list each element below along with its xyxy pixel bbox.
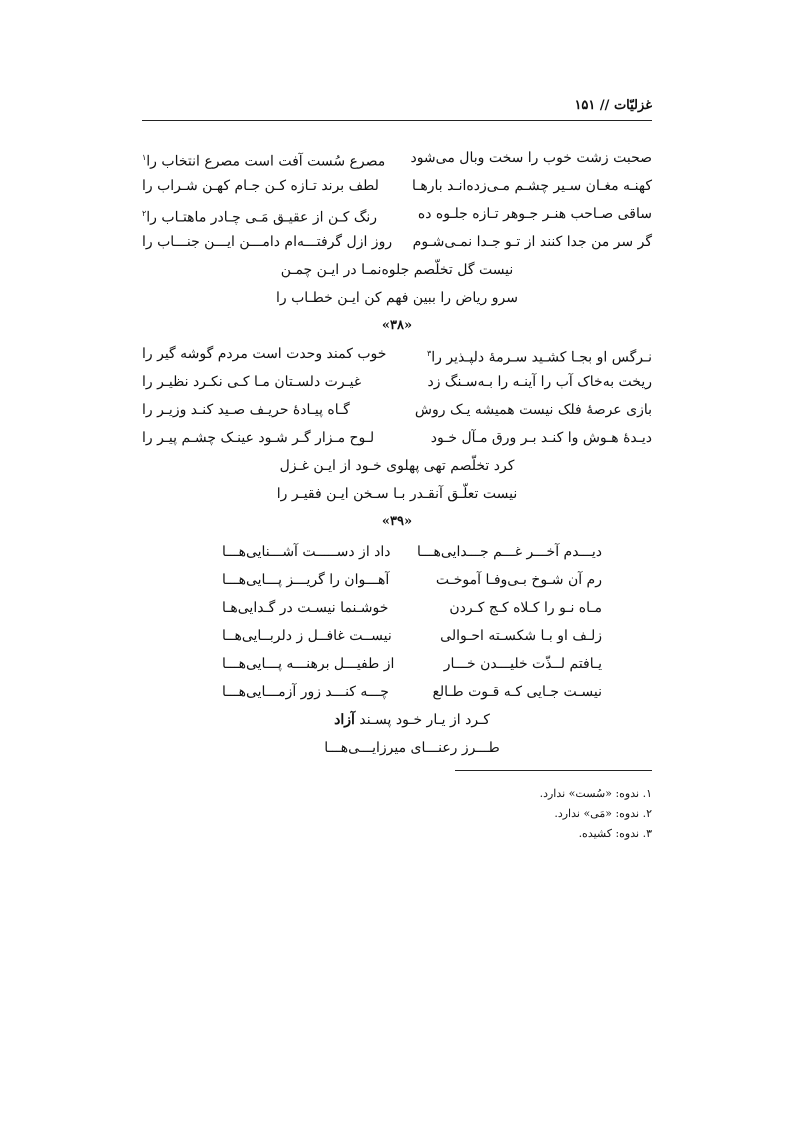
hemistich-text: مصرع سُست آفت است مصرع انتخاب را [146,153,386,170]
final-couplet-line: سرو ریاض را ببین فهم کن ایـن خطـاب را [276,290,518,306]
poem-continued [142,144,652,312]
hemistich-left: از طفیـــل برهنـــه پـــایی‌هـــا [222,656,395,672]
hemistich-text: نـرگس او بجـا کشـید سـرمهٔ دلپـذیر را [431,349,652,366]
hemistich-right: رم آن شـوخ بـی‌وفـا آموخـت [435,572,602,588]
hemistich-left: خوشـنما نیسـت در گـدایی‌هـا [222,600,389,616]
couplet-text: کـرد از یـار خـود پسـند [359,712,490,728]
hemistich-right: بازی عرصهٔ فلک نیست همیشه یـک روش [414,402,652,418]
hemistich-left: داد از دســـــت آشـــنایی‌هـــا [222,544,391,560]
verse-row [142,424,652,452]
hemistich-right [427,340,652,368]
footnote: ۲. ندوه: «مَی» ندارد. [554,807,652,820]
verse-row [222,678,602,706]
hemistich-left: لـوح مـزار گـر شـود عینـک چشـم پیـر را [142,430,375,446]
verse-row [142,228,652,256]
verse-row [222,594,602,622]
poem-number: «۳۹» [381,514,413,529]
footnote: ۳. ندوه: کشیده. [578,827,652,840]
footnote-marker: ۲ [142,209,147,218]
hemistich-left: چـــه کنـــد زور آزمـــایی‌هـــا [222,684,389,700]
final-couplet-line: نیست گل تخلّصم جلوه‌نمـا در ایـن چمـن [280,262,514,278]
footnote-divider [455,770,652,771]
hemistich-left [142,144,385,172]
hemistich-right: دیـــدم آخـــر غـــم جـــدایی‌هـــا [416,544,602,560]
verse-row [222,538,602,566]
hemistich-left: لطف برند تـازه کـن جـام کهـن شـراب را [142,178,379,194]
hemistich-right: ریخت به‌خاک آب را آینـه را بـه‌سـنگ زد [427,374,652,390]
final-couplet-line [222,706,602,734]
hemistich-left [142,200,377,228]
hemistich-left: غیـرت دلسـتان مـا کـی نکـرد نظیـر را [142,374,362,390]
verse-row [222,650,602,678]
pen-name: آزاد [334,712,355,728]
verse-row [142,200,652,228]
poem-38 [142,340,652,508]
verse-row [142,396,652,424]
verse-row [222,566,602,594]
poem-number: «۳۸» [381,318,413,333]
hemistich-right: ساقی صـاحب هنـر جـوهر تـازه جلـوه ده [417,206,652,222]
hemistich-right: مـاه نـو را کـلاه کـج کـردن [449,600,602,616]
final-couplet-line: کرد تخلّصم تهی پهلوی خـود از ایـن غـزل [279,458,515,474]
verse-row [142,144,652,172]
running-title: غزلیّات // ۱۵۱ [574,98,652,113]
hemistich-right: گر سر من جدا کنند از تـو جـدا نمـی‌شـوم [412,234,652,250]
running-header [142,92,652,121]
hemistich-left: گـاه پیـادهٔ حریـف صـید کنـد وزیـر را [142,402,350,418]
verse-row [142,172,652,200]
final-couplet-line: طـــرز رعنـــای میرزایـــی‌هـــا [324,740,500,756]
footnote-marker: ۱ [142,153,147,162]
hemistich-left: خوب کمند وحدت است مردم گوشه گیر را [142,346,387,362]
hemistich-left: آهـــوان را گریـــز پـــایی‌هـــا [222,572,390,588]
hemistich-left: روز ازل گرفتـــه‌ام دامـــن ایـــن جنـــاب را [142,234,393,250]
verse-row [222,622,602,650]
final-couplet-line: نیست تعلّـق آنقـدر بـا سـخن ایـن فقیـر را [276,486,518,502]
poem-39 [222,538,602,762]
hemistich-right: یـافتم لــذّت خلیـــدن خـــار [443,656,602,672]
hemistich-left: نیســت غافــل ز دلربــایی‌هــا [222,628,392,644]
hemistich-right: دیـدهٔ هـوش وا کنـد بـر ورق مـآل خـود [430,430,652,446]
verse-row [142,368,652,396]
footnote-marker: ۳ [426,349,432,358]
footnote: ۱. ندوه: «سُست» ندارد. [539,787,652,800]
hemistich-text: رنگ کـن از عقیـق مَـی چـادر ماهتـاب را [146,209,378,226]
hemistich-right: زلـف او بـا شکسـته احـوالی [440,628,602,644]
hemistich-right: کهنـه مغـان سـیر چشـم مـی‌زده‌انـد بارهـا [412,178,652,194]
hemistich-right: نیسـت جـایی کـه قـوت طـالع [432,684,602,700]
hemistich-right: صحبت زشت خوب را سخت وبال می‌شود [410,150,652,166]
footnotes [540,784,652,844]
verse-row [142,340,652,368]
